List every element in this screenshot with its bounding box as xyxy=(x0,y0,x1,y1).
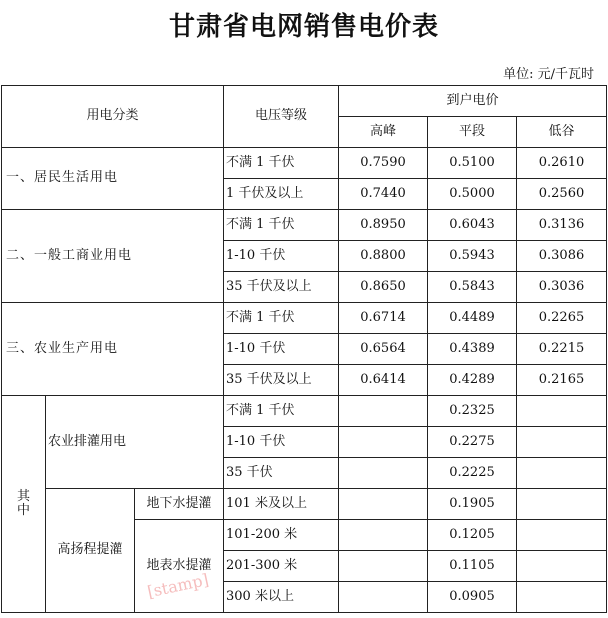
valley-price-empty xyxy=(517,489,607,520)
category-residential: 一、居民生活用电 xyxy=(2,148,224,210)
valley-price: 0.2215 xyxy=(517,334,607,365)
header-price: 到户电价 xyxy=(339,86,607,117)
table-row xyxy=(2,303,607,334)
peak-price-empty xyxy=(339,489,428,520)
valley-price: 0.3086 xyxy=(517,241,607,272)
peak-price-empty xyxy=(339,520,428,551)
valley-price: 0.2165 xyxy=(517,365,607,396)
peak-price-empty xyxy=(339,551,428,582)
valley-price-empty xyxy=(517,458,607,489)
header-valley: 低谷 xyxy=(517,117,607,148)
peak-price-empty xyxy=(339,458,428,489)
voltage-cell: 不满 1 千伏 xyxy=(224,210,339,241)
table-row xyxy=(2,148,607,179)
peak-price-empty xyxy=(339,427,428,458)
among-label xyxy=(2,396,46,613)
valley-price: 0.3136 xyxy=(517,210,607,241)
valley-price-empty xyxy=(517,396,607,427)
flat-price: 0.1905 xyxy=(428,489,517,520)
page-title: 甘肃省电网销售电价表 xyxy=(168,12,439,42)
table-row xyxy=(2,489,607,520)
category-surface: 地表水提灌 xyxy=(135,520,224,613)
voltage-cell: 35 千伏及以上 xyxy=(224,365,339,396)
header-flat: 平段 xyxy=(428,117,517,148)
category-groundwater: 地下水提灌 xyxy=(135,489,224,520)
peak-price: 0.6714 xyxy=(339,303,428,334)
voltage-cell: 35 千伏 xyxy=(224,458,339,489)
voltage-cell: 1 千伏及以上 xyxy=(224,179,339,210)
peak-price: 0.8950 xyxy=(339,210,428,241)
category-agriculture: 三、农业生产用电 xyxy=(2,303,224,396)
stamp-mark: [stamp] xyxy=(145,569,211,602)
flat-price: 0.4389 xyxy=(428,334,517,365)
flat-price: 0.4289 xyxy=(428,365,517,396)
flat-price: 0.5100 xyxy=(428,148,517,179)
category-high-lift: 高扬程提灌 xyxy=(46,489,135,613)
valley-price: 0.2265 xyxy=(517,303,607,334)
flat-price: 0.2275 xyxy=(428,427,517,458)
peak-price-empty xyxy=(339,396,428,427)
category-commercial: 二、一般工商业用电 xyxy=(2,210,224,303)
among-label-bottom: 中 xyxy=(16,503,30,518)
valley-price: 0.2610 xyxy=(517,148,607,179)
voltage-cell: 101 米及以上 xyxy=(224,489,339,520)
voltage-cell: 1-10 千伏 xyxy=(224,334,339,365)
voltage-cell: 不满 1 千伏 xyxy=(224,303,339,334)
flat-price: 0.4489 xyxy=(428,303,517,334)
flat-price: 0.2225 xyxy=(428,458,517,489)
peak-price: 0.6414 xyxy=(339,365,428,396)
voltage-cell: 300 米以上 xyxy=(224,582,339,613)
valley-price: 0.2560 xyxy=(517,179,607,210)
flat-price: 0.5843 xyxy=(428,272,517,303)
header-peak: 高峰 xyxy=(339,117,428,148)
unit-label: 单位: 元/千瓦时 xyxy=(503,67,594,82)
voltage-cell: 不满 1 千伏 xyxy=(224,396,339,427)
valley-price: 0.3036 xyxy=(517,272,607,303)
header-voltage: 电压等级 xyxy=(224,86,339,148)
valley-price-empty xyxy=(517,520,607,551)
table-row xyxy=(2,210,607,241)
voltage-cell: 1-10 千伏 xyxy=(224,427,339,458)
valley-price-empty xyxy=(517,551,607,582)
peak-price: 0.8800 xyxy=(339,241,428,272)
peak-price: 0.7440 xyxy=(339,179,428,210)
table-row xyxy=(2,396,607,427)
flat-price: 0.1205 xyxy=(428,520,517,551)
valley-price-empty xyxy=(517,582,607,613)
price-table xyxy=(1,85,607,613)
flat-price: 0.5000 xyxy=(428,179,517,210)
header-category: 用电分类 xyxy=(2,86,224,148)
flat-price: 0.5943 xyxy=(428,241,517,272)
peak-price-empty xyxy=(339,582,428,613)
among-label-top: 其 xyxy=(16,488,30,504)
voltage-cell: 35 千伏及以上 xyxy=(224,272,339,303)
voltage-cell: 不满 1 千伏 xyxy=(224,148,339,179)
flat-price: 0.1105 xyxy=(428,551,517,582)
peak-price: 0.8650 xyxy=(339,272,428,303)
flat-price: 0.6043 xyxy=(428,210,517,241)
header-row xyxy=(2,86,607,117)
peak-price: 0.6564 xyxy=(339,334,428,365)
peak-price: 0.7590 xyxy=(339,148,428,179)
voltage-cell: 201-300 米 xyxy=(224,551,339,582)
flat-price: 0.0905 xyxy=(428,582,517,613)
valley-price-empty xyxy=(517,427,607,458)
category-drainage: 农业排灌用电 xyxy=(46,396,224,489)
flat-price: 0.2325 xyxy=(428,396,517,427)
voltage-cell: 101-200 米 xyxy=(224,520,339,551)
voltage-cell: 1-10 千伏 xyxy=(224,241,339,272)
